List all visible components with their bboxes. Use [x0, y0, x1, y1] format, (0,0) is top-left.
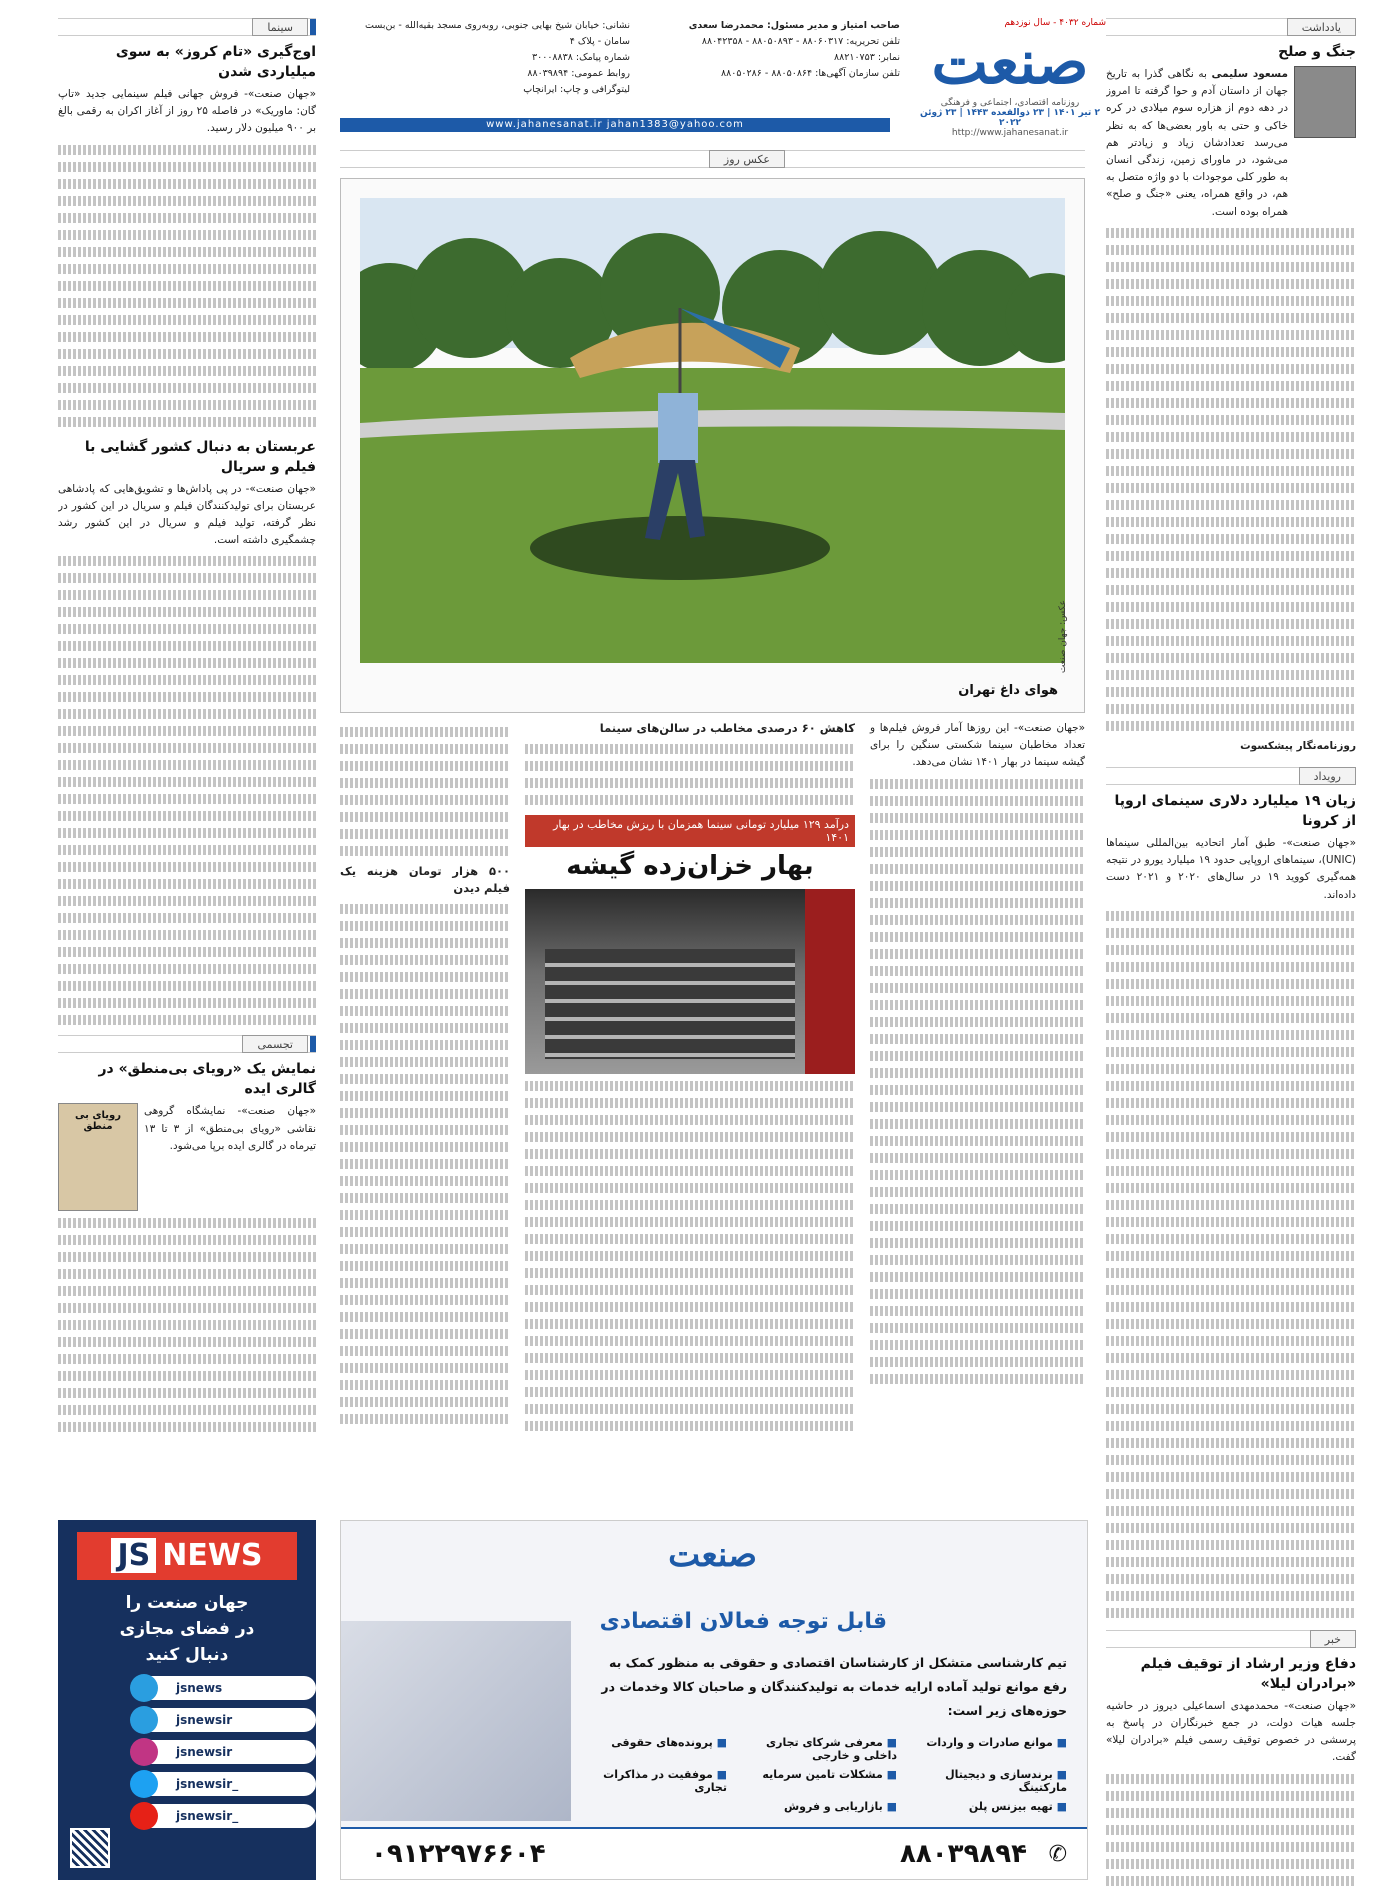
- publisher: صاحب امتیاز و مدیر مسئول: محمدرضا سعدی: [688, 20, 900, 31]
- article-title-cinema-europe: زیان ۱۹ میلیارد دلاری سینمای اروپا از کرونا: [1114, 793, 1356, 830]
- ad-economic-activists[interactable]: [340, 1520, 1088, 1880]
- text-filler: [1106, 1774, 1356, 1888]
- ad-service-item: ■ مشکلات تامین سرمایه: [737, 1768, 897, 1794]
- ad-services-list: [567, 1736, 1067, 1813]
- section-bar-visual: [58, 1035, 316, 1053]
- article-lead-saudi: «جهان صنعت»- در پی پاداش‌ها و تشویق‌هایی که پادشاهی عربستان برای تولیدکنندگان فیلم و سریال در این کشور در نظر گرفته، تولید فیلم و سریال در این کشور رشد چشمگیری داشته است.: [58, 482, 316, 547]
- fax: نمابر: ۸۸۲۱۰۷۵۳: [834, 52, 900, 63]
- social-handle-youtube[interactable]: jsnewsir_: [136, 1804, 316, 1828]
- ad-pen-image: [341, 1621, 571, 1821]
- section-label: سینما: [252, 18, 308, 36]
- masthead-info-right: [640, 18, 900, 82]
- ad-service-item: ■ معرفی شرکای تجاری داخلی و خارجی: [737, 1736, 897, 1762]
- cinema-subhead-2: ۵۰۰ هزار تومان هزینه یک فیلم دیدن: [340, 864, 510, 896]
- cinema-col-3: [340, 720, 510, 1431]
- pr-number: روابط عمومی: ۸۸۰۳۹۸۹۴: [527, 68, 630, 79]
- phone-icon: ✆: [1048, 1842, 1067, 1867]
- social-handle-telegram[interactable]: jsnews: [136, 1676, 316, 1700]
- author-role: روزنامه‌نگار پیشکسوت: [1240, 739, 1356, 752]
- article-title-ershad: دفاع وزیر ارشاد از توقیف فیلم «برادران لیلا»: [1140, 1655, 1356, 1692]
- social-handle-twitter[interactable]: jsnewsir_: [136, 1772, 316, 1796]
- section-label: یادداشت: [1287, 18, 1356, 36]
- ad-service-item: ■ موفقیت در مذاکرات تجاری: [567, 1768, 727, 1794]
- issue-number: شماره ۴۰۳۲ - سال نوزدهم: [1004, 18, 1106, 28]
- right-column: [1106, 18, 1356, 1888]
- qr-code-icon[interactable]: [70, 1828, 110, 1868]
- section-bar-news: [1106, 1630, 1356, 1648]
- ad-service-item: ■ پرونده‌های حقوقی: [567, 1736, 727, 1762]
- text-filler: [1106, 228, 1356, 731]
- address: نشانی: خیابان شیخ بهایی جنوبی، روبه‌روی مسجد بقیه‌الله - بن‌بست سامان - پلاک ۴: [365, 20, 630, 47]
- author-photo: [1294, 66, 1356, 138]
- article-title-gallery: نمایش یک «رویای بی‌منطق» در گالری ایده: [98, 1061, 316, 1098]
- ad-phones: [341, 1827, 1087, 1879]
- jsnews-logo: JS NEWS: [77, 1532, 297, 1580]
- ad-title: قابل توجه فعالان اقتصادی: [599, 1609, 887, 1634]
- author-name: مسعود سلیمی: [1211, 68, 1288, 80]
- cinema-headline: بهار خزان‌زده گیشه: [566, 851, 814, 882]
- section-bar-cinema: [58, 18, 316, 36]
- text-filler: [58, 1218, 316, 1432]
- ad-service-item: ■ بازاریابی و فروش: [737, 1800, 897, 1813]
- section-bar-note: [1106, 18, 1356, 36]
- section-label: تجسمی: [242, 1035, 308, 1053]
- cinema-subhead-1: کاهش ۶۰ درصدی مخاطب در سالن‌های سینما: [599, 721, 855, 735]
- photo-illustration: [360, 198, 1065, 663]
- phone-ads: تلفن سازمان آگهی‌ها: ۸۸۰۵۰۸۶۴ - ۸۸۰۵۰۲۸۶: [721, 68, 900, 79]
- ad-service-item: ■ تهیه بیزنس پلن: [907, 1800, 1067, 1813]
- social-handle-instagram[interactable]: jsnewsir: [136, 1740, 316, 1764]
- url-bar[interactable]: www.jahanesanat.ir jahan1383@yahoo.com: [340, 118, 890, 132]
- jsnews-slogan: جهان صنعت را در فضای مجازی دنبال کنید: [119, 1593, 255, 1665]
- photo-of-day[interactable]: [360, 198, 1065, 663]
- section-label: رویداد: [1299, 767, 1356, 785]
- article-body-war-peace: مسعود سلیمی به نگاهی گذرا به تاریخ جهان از داستان آدم و حوا گرفته تا امروز در دهه دوم از هزاره سوم میلادی در کره خاکی و حتی به باور بعضی‌ها که به نظر می‌رسد تعدادشان زیاد و زیادتر هم می‌شود، در ماورای زمین، زندگی انسان به طور کلی موجودات با دو واژه متصل به هم، در واقع همراه، یعنی «جنگ و صلح» همراه بوده است.: [1106, 68, 1288, 218]
- website-small[interactable]: http://www.jahanesanat.ir: [951, 128, 1069, 138]
- article-lead-gallery: «جهان صنعت»- نمایشگاه گروهی نقاشی «رویای بی‌منطق» از ۳ تا ۱۳ تیرماه در گالری ایده برپا می‌شود.: [144, 1105, 316, 1152]
- text-filler: [58, 556, 316, 1025]
- ad-phone-2[interactable]: ۰۹۱۲۲۹۷۶۶۰۴: [371, 1839, 546, 1869]
- logo-subtitle: روزنامه اقتصادی، اجتماعی و فرهنگی: [940, 98, 1080, 108]
- logo-box: [910, 18, 1110, 138]
- gallery-block: [58, 1103, 316, 1211]
- photo-credit: عکس: جهان صنعت: [1058, 600, 1068, 674]
- photo-caption: هوای داغ تهران: [958, 683, 1058, 698]
- ad-phone-1[interactable]: ۸۸۰۳۹۸۹۴: [900, 1839, 1027, 1869]
- ad-jsnews[interactable]: [58, 1520, 316, 1880]
- section-label: عکس روز: [709, 150, 785, 168]
- newspaper-logo[interactable]: صنعت: [931, 28, 1089, 98]
- section-bar-photo: [340, 150, 1085, 168]
- article-title-saudi: عربستان به دنبال کشور گشایی با فیلم و سریال: [84, 438, 316, 475]
- text-filler: [1106, 911, 1356, 1618]
- text-filler: [58, 145, 316, 427]
- cinema-story: [340, 720, 1085, 1510]
- cinema-seats-photo: [525, 889, 855, 1074]
- article-title-war-peace: جنگ و صلح: [1278, 44, 1356, 60]
- ad-service-item: ■ موانع صادرات و واردات: [907, 1736, 1067, 1762]
- section-bar-event: [1106, 767, 1356, 785]
- section-label: خبر: [1310, 1630, 1356, 1648]
- ad-logo: صنعت: [668, 1535, 757, 1575]
- masthead-info-left: [340, 18, 630, 98]
- cinema-kicker: درآمد ۱۲۹ میلیارد تومانی سینما همزمان با ریزش مخاطب در بهار ۱۴۰۱: [525, 815, 855, 847]
- ad-description: تیم کارشناسی متشکل از کارشناسان اقتصادی و حقوقی به منظور کمک به رفع موانع تولید آماده ارایه خدمات به تولیدکنندگان و صاحبان کالا وخدمات در حوزه‌های زیر است:: [601, 1655, 1067, 1718]
- cinema-lead: «جهان صنعت»- این روزها آمار فروش فیلم‌ها و تعداد مخاطبان سینما شکستی سنگین را برای گیشه سینما در بهار ۱۴۰۱ نشان می‌دهد.: [870, 722, 1085, 769]
- cinema-col-2: [525, 720, 855, 1438]
- left-column: [58, 18, 316, 1518]
- sms-number: شماره پیامک: ۳۰۰۰۸۸۳۸: [532, 52, 630, 63]
- article-lead-tom-cruise: «جهان صنعت»- فروش جهانی فیلم سینمایی جدید «تاپ گان: ماوریک» در فاصله ۲۵ روز از آغاز اکران به رقمی بالغ بر ۹۰۰ میلیون دلار رسید.: [58, 88, 316, 135]
- article-lead-ershad: «جهان صنعت»- محمدمهدی اسماعیلی دیروز در حاشیه جلسه هیات دولت، در جمع خبرنگاران در پاسخ به پرسشی در خصوص توقیف رسمی فیلم «برادران لیلا» گفت.: [1106, 1699, 1356, 1764]
- ad-service-item: ■ برندسازی و دیجیتال مارکتینگ: [907, 1768, 1067, 1794]
- printer: لیتوگرافی و چاپ: ایرانچاپ: [523, 84, 630, 95]
- phone-editorial: تلفن تحریریه: ۸۸۰۶۰۳۱۷ - ۸۸۰۵۰۸۹۳ - ۸۸۰۴۲۳۵۸: [701, 36, 900, 47]
- cinema-col-1: [870, 720, 1085, 1391]
- article-title-tom-cruise: اوج‌گیری «تام کروز» به سوی میلیاردی شدن: [115, 44, 316, 80]
- issue-date: ۲ تیر ۱۴۰۱ | ۲۳ ذوالقعده ۱۴۴۳ | ۲۳ ژوئن ۲۰۲۲: [920, 108, 1100, 128]
- masthead: [340, 18, 1110, 136]
- gallery-poster: رویای بی منطق: [58, 1103, 138, 1211]
- author-block: [1106, 66, 1356, 221]
- social-handle-telegram-2[interactable]: jsnewsir: [136, 1708, 316, 1732]
- article-lead-cinema-europe: «جهان صنعت»- طبق آمار اتحادیه بین‌المللی سینماها (UNIC)، سینماهای اروپایی حدود ۱۹ میلیارد یورو در نتیجه همه‌گیری کووید ۱۹ در سال‌های ۲۰۲۰ و ۲۰۲۱ دست داده‌اند.: [1106, 837, 1356, 901]
